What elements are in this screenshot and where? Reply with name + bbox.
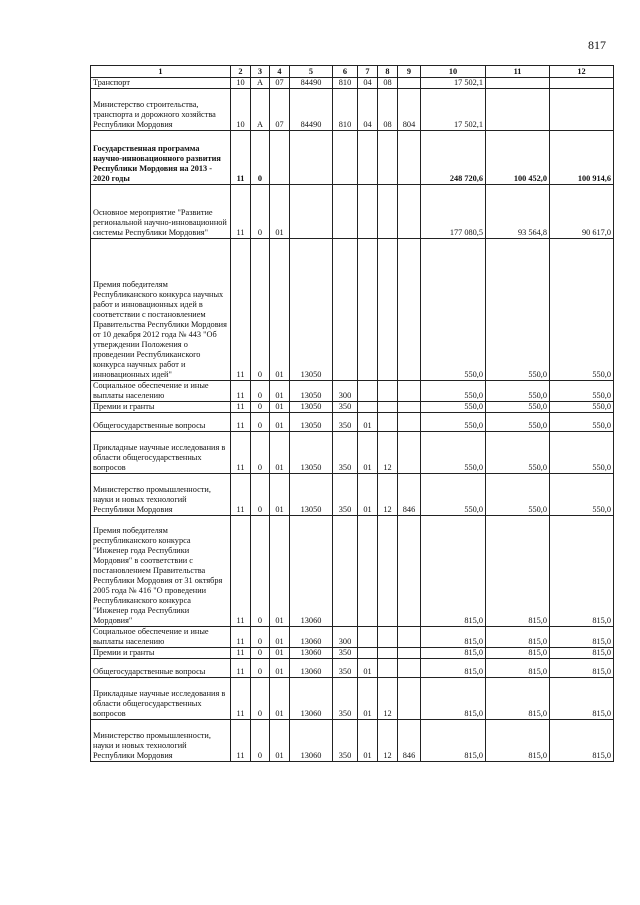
code-col3: 0 — [251, 516, 270, 627]
code-col6 — [333, 131, 358, 185]
amount-col10: 550,0 — [421, 474, 486, 516]
amount-col10: 248 720,6 — [421, 131, 486, 185]
code-col2: 11 — [231, 413, 251, 432]
code-col3: 0 — [251, 474, 270, 516]
code-col2: 11 — [231, 239, 251, 381]
code-col3: 0 — [251, 239, 270, 381]
row-name: Министерство строительства, транспорта и дорожного хозяйства Республики Мордовия — [91, 89, 231, 131]
amount-col11: 815,0 — [486, 516, 550, 627]
code-col3: 0 — [251, 402, 270, 413]
row-name: Социальное обеспечение и иные выплаты населению — [91, 381, 231, 402]
code-col8 — [378, 627, 398, 648]
code-col6: 300 — [333, 627, 358, 648]
code-col7: 01 — [358, 474, 378, 516]
code-col6: 350 — [333, 648, 358, 659]
code-col6: 350 — [333, 413, 358, 432]
code-col6 — [333, 185, 358, 239]
amount-col12: 550,0 — [550, 381, 614, 402]
amount-col12: 815,0 — [550, 516, 614, 627]
amount-col12: 550,0 — [550, 402, 614, 413]
code-col5: 13060 — [290, 627, 333, 648]
amount-col12: 550,0 — [550, 413, 614, 432]
amount-col11: 550,0 — [486, 402, 550, 413]
code-col7 — [358, 627, 378, 648]
amount-col10: 815,0 — [421, 720, 486, 762]
row-name: Премии и гранты — [91, 402, 231, 413]
code-col6: 350 — [333, 720, 358, 762]
amount-col11: 815,0 — [486, 720, 550, 762]
row-name: Общегосударственные вопросы — [91, 413, 231, 432]
code-col8: 12 — [378, 474, 398, 516]
amount-col12: 815,0 — [550, 648, 614, 659]
code-col4: 01 — [270, 648, 290, 659]
code-col9 — [398, 432, 421, 474]
row-name: Министерство промышленности, науки и новых технологий Республики Мордовия — [91, 720, 231, 762]
table-row — [91, 516, 614, 627]
amount-col11: 815,0 — [486, 678, 550, 720]
code-col6: 810 — [333, 89, 358, 131]
code-col4: 01 — [270, 402, 290, 413]
table-row — [91, 131, 614, 185]
header-row — [91, 66, 614, 78]
column-header: 6 — [333, 66, 358, 78]
code-col3: А — [251, 78, 270, 89]
amount-col10: 17 502,1 — [421, 78, 486, 89]
code-col9 — [398, 185, 421, 239]
amount-col11 — [486, 78, 550, 89]
row-name: Государственная программа научно-инновационного развития Республики Мордовия на 2013 - 2020 годы — [91, 131, 231, 185]
code-col4: 01 — [270, 185, 290, 239]
code-col9: 846 — [398, 474, 421, 516]
code-col5: 13050 — [290, 239, 333, 381]
code-col5: 13050 — [290, 381, 333, 402]
table-row — [91, 89, 614, 131]
row-name: Социальное обеспечение и иные выплаты населению — [91, 627, 231, 648]
code-col5 — [290, 131, 333, 185]
table-row — [91, 413, 614, 432]
column-header: 7 — [358, 66, 378, 78]
table-row — [91, 185, 614, 239]
code-col8: 08 — [378, 78, 398, 89]
code-col5: 13060 — [290, 659, 333, 678]
code-col4: 01 — [270, 239, 290, 381]
code-col7 — [358, 381, 378, 402]
code-col7: 01 — [358, 659, 378, 678]
code-col5: 13050 — [290, 474, 333, 516]
code-col9 — [398, 678, 421, 720]
code-col3: 0 — [251, 648, 270, 659]
code-col5: 13060 — [290, 720, 333, 762]
code-col8: 12 — [378, 720, 398, 762]
code-col9 — [398, 131, 421, 185]
code-col8 — [378, 413, 398, 432]
code-col7 — [358, 402, 378, 413]
table-row — [91, 402, 614, 413]
code-col8 — [378, 381, 398, 402]
code-col4: 01 — [270, 720, 290, 762]
amount-col12: 550,0 — [550, 239, 614, 381]
row-name: Премия победителям республиканского конкурса "Инженер года Республики Мордовия" в соответствии с постановлением Правительства Республики Мордовия от 31 октября 2005 года № 416 "О проведении Республиканского конкурса "Инженер года Республики Мордовия" — [91, 516, 231, 627]
code-col9: 846 — [398, 720, 421, 762]
code-col9 — [398, 627, 421, 648]
code-col2: 10 — [231, 78, 251, 89]
code-col3: 0 — [251, 659, 270, 678]
table-row — [91, 239, 614, 381]
amount-col11: 550,0 — [486, 413, 550, 432]
code-col7: 04 — [358, 89, 378, 131]
code-col8 — [378, 402, 398, 413]
code-col7: 01 — [358, 413, 378, 432]
code-col4: 01 — [270, 413, 290, 432]
code-col8 — [378, 516, 398, 627]
code-col6 — [333, 239, 358, 381]
code-col4: 01 — [270, 381, 290, 402]
code-col4: 07 — [270, 89, 290, 131]
amount-col10: 815,0 — [421, 627, 486, 648]
code-col9 — [398, 516, 421, 627]
row-name: Основное мероприятие "Развитие региональной научно-инновационной системы Республики Мордовия" — [91, 185, 231, 239]
amount-col11: 550,0 — [486, 239, 550, 381]
row-name: Общегосударственные вопросы — [91, 659, 231, 678]
amount-col10: 550,0 — [421, 239, 486, 381]
code-col7 — [358, 185, 378, 239]
row-name: Премия победителям Республиканского конкурса научных работ и инновационных идей в соответствии с постановлением Правительства Республики Мордовия от 10 декабря 2012 года № 443 "Об утверждении Положения о проведении Республиканского конкурса научных работ и инновационных идей" — [91, 239, 231, 381]
amount-col10: 815,0 — [421, 678, 486, 720]
code-col9 — [398, 78, 421, 89]
code-col7: 01 — [358, 720, 378, 762]
code-col2: 11 — [231, 131, 251, 185]
code-col3: 0 — [251, 185, 270, 239]
code-col9 — [398, 381, 421, 402]
code-col5: 13050 — [290, 413, 333, 432]
amount-col10: 815,0 — [421, 648, 486, 659]
column-header: 10 — [421, 66, 486, 78]
code-col2: 11 — [231, 648, 251, 659]
code-col4: 01 — [270, 474, 290, 516]
code-col7: 04 — [358, 78, 378, 89]
row-name: Прикладные научные исследования в области общегосударственных вопросов — [91, 678, 231, 720]
code-col2: 10 — [231, 89, 251, 131]
amount-col12: 550,0 — [550, 474, 614, 516]
code-col4: 01 — [270, 432, 290, 474]
amount-col12: 100 914,6 — [550, 131, 614, 185]
code-col4: 01 — [270, 659, 290, 678]
code-col5 — [290, 185, 333, 239]
code-col6: 350 — [333, 659, 358, 678]
code-col2: 11 — [231, 516, 251, 627]
amount-col10: 550,0 — [421, 402, 486, 413]
code-col4 — [270, 131, 290, 185]
code-col2: 11 — [231, 185, 251, 239]
row-name: Премии и гранты — [91, 648, 231, 659]
column-header: 4 — [270, 66, 290, 78]
column-header: 12 — [550, 66, 614, 78]
code-col3: 0 — [251, 413, 270, 432]
budget-table — [90, 65, 614, 762]
code-col2: 11 — [231, 474, 251, 516]
code-col8: 08 — [378, 89, 398, 131]
amount-col11: 550,0 — [486, 474, 550, 516]
code-col5: 13060 — [290, 678, 333, 720]
code-col4: 01 — [270, 627, 290, 648]
code-col6: 350 — [333, 474, 358, 516]
code-col5: 13050 — [290, 402, 333, 413]
table-row — [91, 720, 614, 762]
code-col6: 300 — [333, 381, 358, 402]
table-row — [91, 432, 614, 474]
code-col3: 0 — [251, 720, 270, 762]
code-col4: 07 — [270, 78, 290, 89]
amount-col11: 815,0 — [486, 627, 550, 648]
code-col6: 350 — [333, 402, 358, 413]
code-col5: 13060 — [290, 648, 333, 659]
code-col8 — [378, 185, 398, 239]
code-col8 — [378, 239, 398, 381]
column-header: 1 — [91, 66, 231, 78]
code-col6: 350 — [333, 432, 358, 474]
column-header: 8 — [378, 66, 398, 78]
code-col6: 810 — [333, 78, 358, 89]
table-body — [91, 78, 614, 762]
code-col6 — [333, 516, 358, 627]
amount-col11 — [486, 89, 550, 131]
amount-col10: 550,0 — [421, 432, 486, 474]
column-header: 3 — [251, 66, 270, 78]
amount-col11: 550,0 — [486, 381, 550, 402]
table-row — [91, 381, 614, 402]
code-col3: 0 — [251, 627, 270, 648]
code-col3: 0 — [251, 381, 270, 402]
code-col7 — [358, 648, 378, 659]
code-col7: 01 — [358, 432, 378, 474]
code-col8: 12 — [378, 432, 398, 474]
amount-col12: 550,0 — [550, 432, 614, 474]
code-col7 — [358, 131, 378, 185]
code-col7 — [358, 239, 378, 381]
code-col7 — [358, 516, 378, 627]
amount-col12: 90 617,0 — [550, 185, 614, 239]
amount-col11: 93 564,8 — [486, 185, 550, 239]
amount-col12: 815,0 — [550, 678, 614, 720]
column-header: 9 — [398, 66, 421, 78]
amount-col11: 815,0 — [486, 648, 550, 659]
amount-col10: 815,0 — [421, 516, 486, 627]
amount-col12 — [550, 78, 614, 89]
code-col9 — [398, 648, 421, 659]
code-col5: 84490 — [290, 89, 333, 131]
row-name: Транспорт — [91, 78, 231, 89]
code-col2: 11 — [231, 627, 251, 648]
amount-col10: 550,0 — [421, 413, 486, 432]
table-row — [91, 474, 614, 516]
table-row — [91, 648, 614, 659]
column-header: 2 — [231, 66, 251, 78]
code-col3: 0 — [251, 678, 270, 720]
code-col3: 0 — [251, 432, 270, 474]
amount-col11: 550,0 — [486, 432, 550, 474]
code-col5: 13050 — [290, 432, 333, 474]
amount-col10: 815,0 — [421, 659, 486, 678]
code-col5: 84490 — [290, 78, 333, 89]
amount-col12 — [550, 89, 614, 131]
code-col9 — [398, 659, 421, 678]
code-col2: 11 — [231, 720, 251, 762]
row-name: Прикладные научные исследования в области общегосударственных вопросов — [91, 432, 231, 474]
table-row — [91, 78, 614, 89]
code-col2: 11 — [231, 659, 251, 678]
amount-col12: 815,0 — [550, 720, 614, 762]
code-col9 — [398, 402, 421, 413]
code-col8 — [378, 659, 398, 678]
table-row — [91, 627, 614, 648]
table-row — [91, 678, 614, 720]
code-col9 — [398, 413, 421, 432]
amount-col10: 177 080,5 — [421, 185, 486, 239]
amount-col12: 815,0 — [550, 659, 614, 678]
table-row — [91, 659, 614, 678]
amount-col11: 815,0 — [486, 659, 550, 678]
amount-col11: 100 452,0 — [486, 131, 550, 185]
amount-col12: 815,0 — [550, 627, 614, 648]
code-col3: А — [251, 89, 270, 131]
row-name: Министерство промышленности, науки и новых технологий Республики Мордовия — [91, 474, 231, 516]
page-number: 817 — [588, 38, 606, 52]
code-col9: 804 — [398, 89, 421, 131]
code-col9 — [398, 239, 421, 381]
amount-col10: 17 502,1 — [421, 89, 486, 131]
code-col4: 01 — [270, 516, 290, 627]
code-col2: 11 — [231, 402, 251, 413]
code-col7: 01 — [358, 678, 378, 720]
code-col2: 11 — [231, 381, 251, 402]
code-col2: 11 — [231, 678, 251, 720]
code-col8 — [378, 131, 398, 185]
code-col5: 13060 — [290, 516, 333, 627]
code-col2: 11 — [231, 432, 251, 474]
amount-col10: 550,0 — [421, 381, 486, 402]
code-col3: 0 — [251, 131, 270, 185]
code-col6: 350 — [333, 678, 358, 720]
column-header: 11 — [486, 66, 550, 78]
code-col8 — [378, 648, 398, 659]
column-header: 5 — [290, 66, 333, 78]
code-col4: 01 — [270, 678, 290, 720]
code-col8: 12 — [378, 678, 398, 720]
